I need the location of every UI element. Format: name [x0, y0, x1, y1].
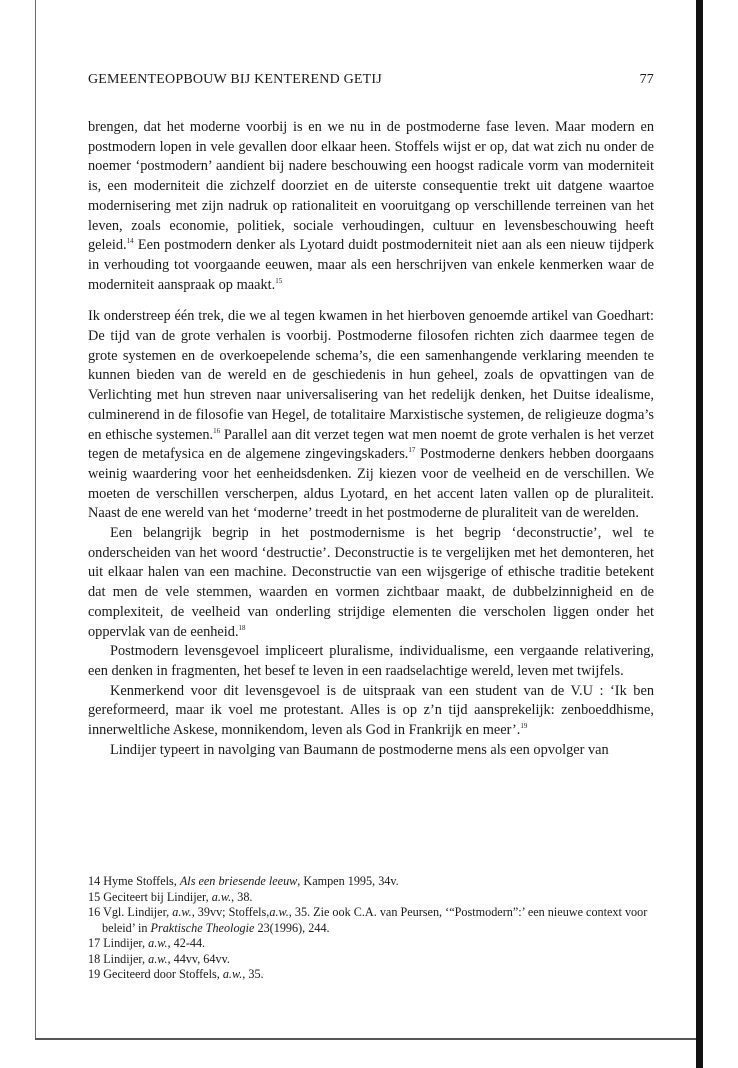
running-title: GEMEENTEOPBOUW BIJ KENTEREND GETIJ: [88, 72, 382, 87]
footnote: [88, 890, 654, 906]
text-run: 18 Lindijer,: [88, 951, 149, 966]
text-run: 17 Lindijer,: [88, 936, 149, 950]
text-run: , 44vv, 64vv.: [167, 951, 230, 966]
text-run: Lindijer typeert in navolging van Baumann de postmoderne mens als een opvolger van: [110, 741, 609, 758]
italic-text: Als een briesende leeuw: [179, 874, 298, 888]
body-text: [88, 118, 654, 761]
running-header: [88, 72, 654, 94]
text-run: , 35. Zie ook C.A. van Peursen, ‘“Postmodern”:’ een nieuwe context voor beleid’ in: [102, 905, 648, 935]
text-run: brengen, dat het moderne voorbij is en we nu in de postmoderne fase leven. Maar modern en postmodern lopen in vele gevallen door elkaar heen. Stoffels wijst er op, dat wat zich nu onder de noemer ‘postmodern’ aandient bij nadere beschouwing een hoogst radicale vorm van moderniteit is, een moderniteit die zichzelf doorziet en de uiterste consequentie trekt uit datgene waartoe modernisering met zijn nadruk op rationaliteit en vooruitgang op verschillende terreinen van het leven, zoals economie, politiek, sociale verhoudingen, cultuur en levensbeschouwing heeft geleid.: [88, 119, 654, 254]
footnote-ref: 17: [408, 446, 416, 455]
footnote: [88, 905, 654, 936]
text-run: , 38.: [231, 889, 253, 904]
italic-text: a.w.: [148, 951, 168, 966]
footnote: [88, 967, 654, 983]
footnote-ref: 18: [238, 623, 246, 632]
italic-text: a.w.: [222, 967, 243, 981]
footnotes: [88, 874, 654, 983]
text-run: Ik onderstreep één trek, die we al tegen kwamen in het hierboven genoemde artikel van Goedhart: De tijd van de grote verhalen is voorbij. Postmoderne filosofen richten zich daarmee tegen de grote systemen en de overkoepelende schema’s, die een samenhangende verklaring meenden te kunnen bieden van de wereld en de geschiedenis in hun geheel, zoals de opvattingen van de Verlichting met hun streven naar universalisering van het redelijk denken, het Duitse idealisme, culminerend in de filosofie van Hegel, de totalitaire Marxistische systemen, de religieuze dogma’s en ethische systemen.: [88, 308, 654, 443]
text-run: 19 Geciteerd door Stoffels,: [88, 967, 223, 981]
footnote: [88, 936, 654, 952]
footnote: [88, 874, 654, 890]
text-run: Een belangrijk begrip in het postmodernisme is het begrip ‘deconstructie’, wel te onderscheiden van het woord ‘destructie’. Deconstructie is te vergelijken met het demonteren, het uit elkaar halen van een machine. Deconstructie van een wijsgerige of ethische traditie betekent dat men de vele stemmen, waarden en vormen zichtbaar maakt, de dubbelzinnigheid en de complexiteit, de veelheid van onderling strijdige elementen die verscholen liggen onder het oppervlak van de eenheid.: [88, 525, 654, 640]
text-run: , Kampen 1995, 34v.: [297, 874, 399, 888]
footnote: [88, 952, 654, 968]
italic-text: Praktische Theologie: [150, 920, 255, 935]
italic-text: a.w.: [211, 889, 232, 904]
paragraph: [88, 118, 654, 295]
text-run: , 39vv; Stoffels,: [191, 905, 270, 919]
text-run: 15 Geciteert bij Lindijer,: [88, 889, 212, 904]
text-run: Parallel aan dit verzet tegen wat men noemt de grote verhalen is het verzet tegen de metafysica en de algemene zingevingskaders.: [88, 426, 654, 463]
scan-bottom-edge: [35, 1038, 700, 1040]
text-run: 14 Hyme Stoffels,: [88, 874, 180, 888]
footnote-ref: 16: [213, 426, 221, 435]
paragraph: [88, 741, 654, 761]
text-run: Een postmodern denker als Lyotard duidt postmoderniteit niet aan als een nieuw tijdperk in verhouding tot voorgaande eeuwen, maar als een herschrijven van enkele kenmerken waar de moderniteit aanspraak op maakt.: [88, 237, 654, 293]
paragraph: [88, 642, 654, 681]
paragraph: [88, 307, 654, 524]
text-run: Postmodern levensgevoel impliceert pluralisme, individualisme, een vergaande relativering, een denken in fragmenten, het besef te leven in een raadselachtige wereld, leven met twijfels.: [88, 643, 654, 679]
text-run: Kenmerkend voor dit levensgevoel is de uitspraak van een student van de V.U : ‘Ik ben gereformeerd, maar ik voel me protestant. Alles is op z’n tijd aansprekelijk: zenboeddhisme, innerweltliche Askese, monnikendom, leven als God in Frankrijk en meer’.: [88, 682, 654, 739]
footnote-ref: 15: [275, 276, 283, 285]
text-run: Postmoderne denkers hebben doorgaans weinig waardering voor het eenheidsdenken. Zij kiezen voor de veelheid en de verschillen. We moeten de verschillen verscherpen, aldus Lyotard, en het accent laten vallen op de pluraliteit. Naast de ene wereld van het ‘moderne’ treedt in het postmoderne de pluraliteit van de werelden.: [88, 446, 654, 522]
text-run: 16 Vgl. Lindijer,: [88, 905, 173, 919]
text-run: , 35.: [242, 967, 264, 981]
text-run: , 42-44.: [167, 936, 206, 950]
italic-text: a.w.: [172, 905, 192, 919]
scan-right-edge: [696, 0, 703, 1068]
page-number: 77: [639, 72, 654, 87]
scan-left-edge: [35, 0, 36, 1038]
paragraph: [88, 682, 654, 741]
italic-text: a.w.: [269, 905, 289, 919]
footnote-ref: 19: [520, 722, 528, 731]
paragraph: [88, 524, 654, 642]
italic-text: a.w.: [148, 936, 168, 950]
text-run: 23(1996), 244.: [254, 920, 330, 935]
footnote-ref: 14: [126, 237, 134, 246]
